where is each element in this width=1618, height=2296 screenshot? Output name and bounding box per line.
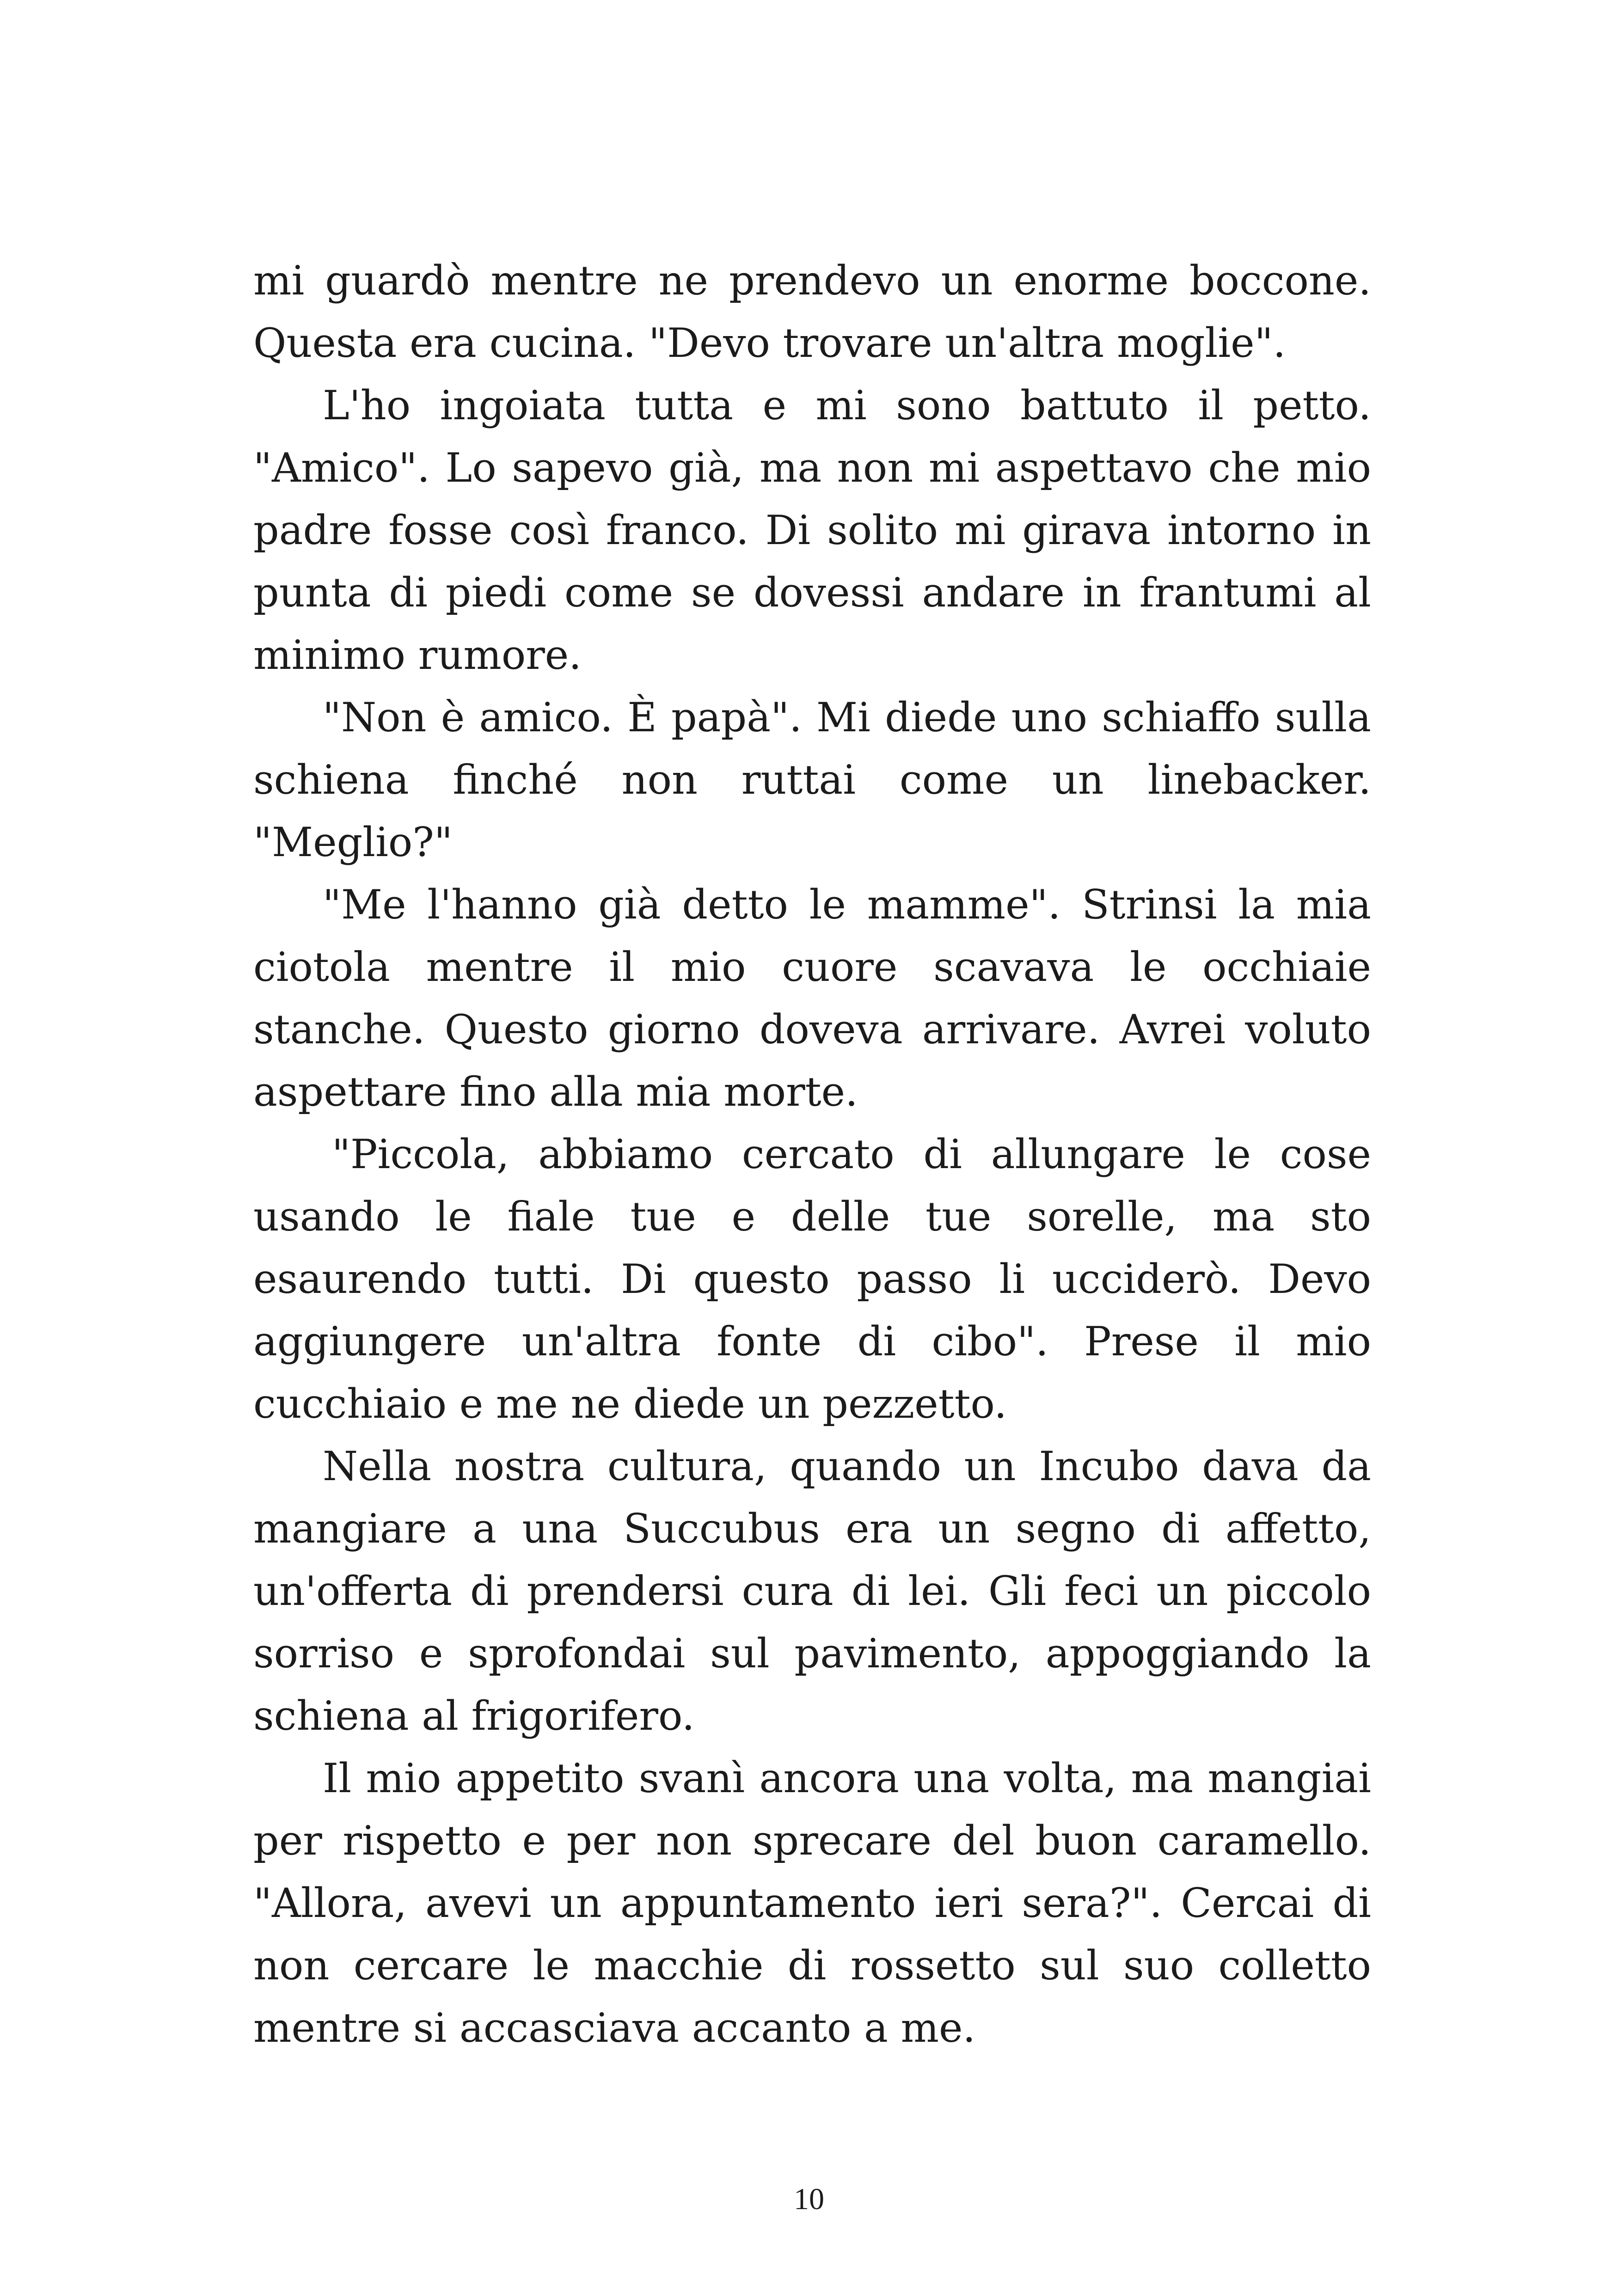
paragraph-5: "Piccola, abbiamo cercato di allungare le cose usando le fiale tue e delle tue sorelle, ma sto esaurendo tutti. Di questo passo li ucciderò. Devo aggiungere un'altra fonte di cibo". Prese il mio cucchiaio e me ne diede un pezzetto. xyxy=(253,1131,1371,1427)
body-text xyxy=(253,250,1371,2059)
paragraph-1: mi guardò mentre ne prendevo un enorme boccone. Questa era cucina. "Devo trovare un'altra moglie". xyxy=(253,257,1371,367)
paragraph-3: "Non è amico. È papà". Mi diede uno schiaffo sulla schiena finché non ruttai come un linebacker. "Meglio?" xyxy=(253,694,1371,866)
paragraph-2: L'ho ingoiata tutta e mi sono battuto il petto. "Amico". Lo sapevo già, ma non mi aspettavo che mio padre fosse così franco. Di solito mi girava intorno in punta di piedi come se dovessi andare in frantumi al minimo rumore. xyxy=(253,382,1371,679)
page-number: 10 xyxy=(794,2182,824,2216)
paragraph-4: "Me l'hanno già detto le mamme". Strinsi la mia ciotola mentre il mio cuore scavava le occhiaie stanche. Questo giorno doveva arrivare. Avrei voluto aspettare fino alla mia morte. xyxy=(253,881,1371,1115)
paragraph-6: Nella nostra cultura, quando un Incubo dava da mangiare a una Succubus era un segno di affetto, un'offerta di prendersi cura di lei. Gli feci un piccolo sorriso e sprofondai sul pavimento, appoggiando la schiena al frigorifero. xyxy=(253,1443,1371,1739)
paragraph-7: Il mio appetito svanì ancora una volta, ma mangiai per rispetto e per non sprecare del buon caramello. "Allora, avevi un appuntamento ieri sera?". Cercai di non cercare le macchie di rossetto sul suo colletto mentre si accasciava accanto a me. xyxy=(253,1755,1371,2051)
